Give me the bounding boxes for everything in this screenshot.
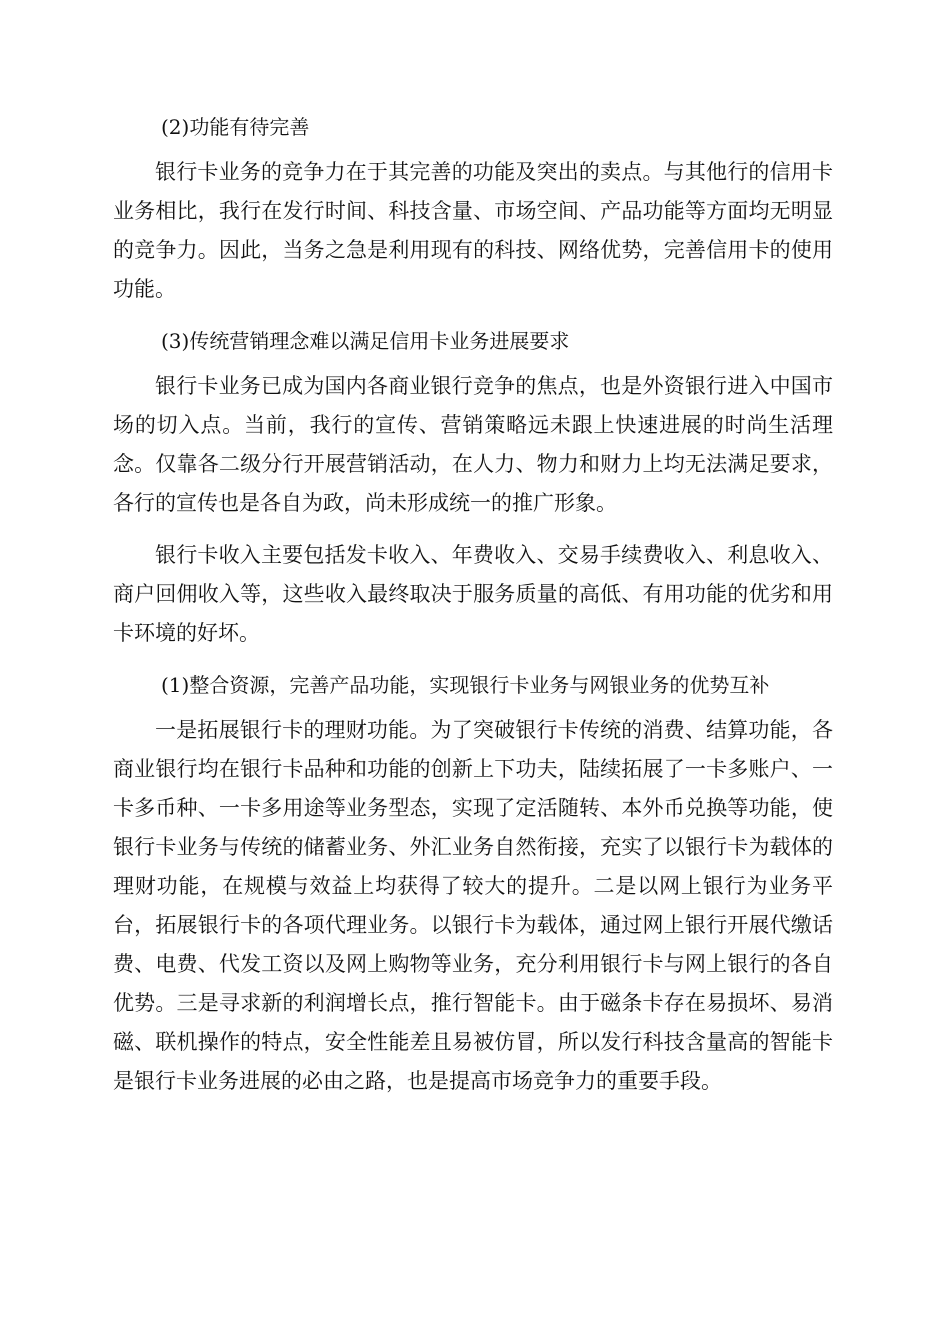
spacer bbox=[113, 523, 833, 536]
paragraph-income: 银行卡收入主要包括发卡收入、年费收入、交易手续费收入、利息收入、商户回佣收入等，这些收入最终取决于服务质量的高低、有用功能的优劣和用卡环境的好坏。 bbox=[113, 543, 833, 645]
section-heading-integration: (1)整合资源，完善产品功能，实现银行卡业务与网银业务的优势互补 bbox=[161, 673, 770, 697]
spacer bbox=[113, 653, 833, 666]
document-page bbox=[113, 108, 833, 1101]
spacer bbox=[113, 309, 833, 322]
paragraph-integration: 一是拓展银行卡的理财功能。为了突破银行卡传统的消费、结算功能，各商业银行均在银行卡品种和功能的创新上下功夫，陆续拓展了一卡多账户、一卡多币种、一卡多用途等业务型态，实现了定活随转、本外币兑换等功能，使银行卡业务与传统的储蓄业务、外汇业务自然衔接，充实了以银行卡为载体的理财功能，在规模与效益上均获得了较大的提升。二是以网上银行为业务平台，拓展银行卡的各项代理业务。以银行卡为载体，通过网上银行开展代缴话费、电费、代发工资以及网上购物等业务，充分利用银行卡与网上银行的各自优势。三是寻求新的利润增长点，推行智能卡。由于磁条卡存在易损坏、易消磁、联机操作的特点，安全性能差且易被仿冒，所以发行科技含量高的智能卡是银行卡业务进展的必由之路，也是提高市场竞争力的重要手段。 bbox=[113, 718, 833, 1093]
section-heading-function: (2)功能有待完善 bbox=[161, 115, 310, 139]
paragraph-function: 银行卡业务的竞争力在于其完善的功能及突出的卖点。与其他行的信用卡业务相比，我行在发行时间、科技含量、市场空间、产品功能等方面均无明显的竞争力。因此，当务之急是利用现有的科技、网络优势，完善信用卡的使用功能。 bbox=[113, 160, 833, 301]
paragraph-marketing: 银行卡业务已成为国内各商业银行竞争的焦点，也是外资银行进入中国市场的切入点。当前，我行的宣传、营销策略远未跟上快速进展的时尚生活理念。仅靠各二级分行开展营销活动，在人力、物力和财力上均无法满足要求，各行的宣传也是各自为政，尚未形成统一的推广形象。 bbox=[113, 374, 833, 515]
section-heading-marketing: (3)传统营销理念难以满足信用卡业务进展要求 bbox=[161, 329, 570, 353]
